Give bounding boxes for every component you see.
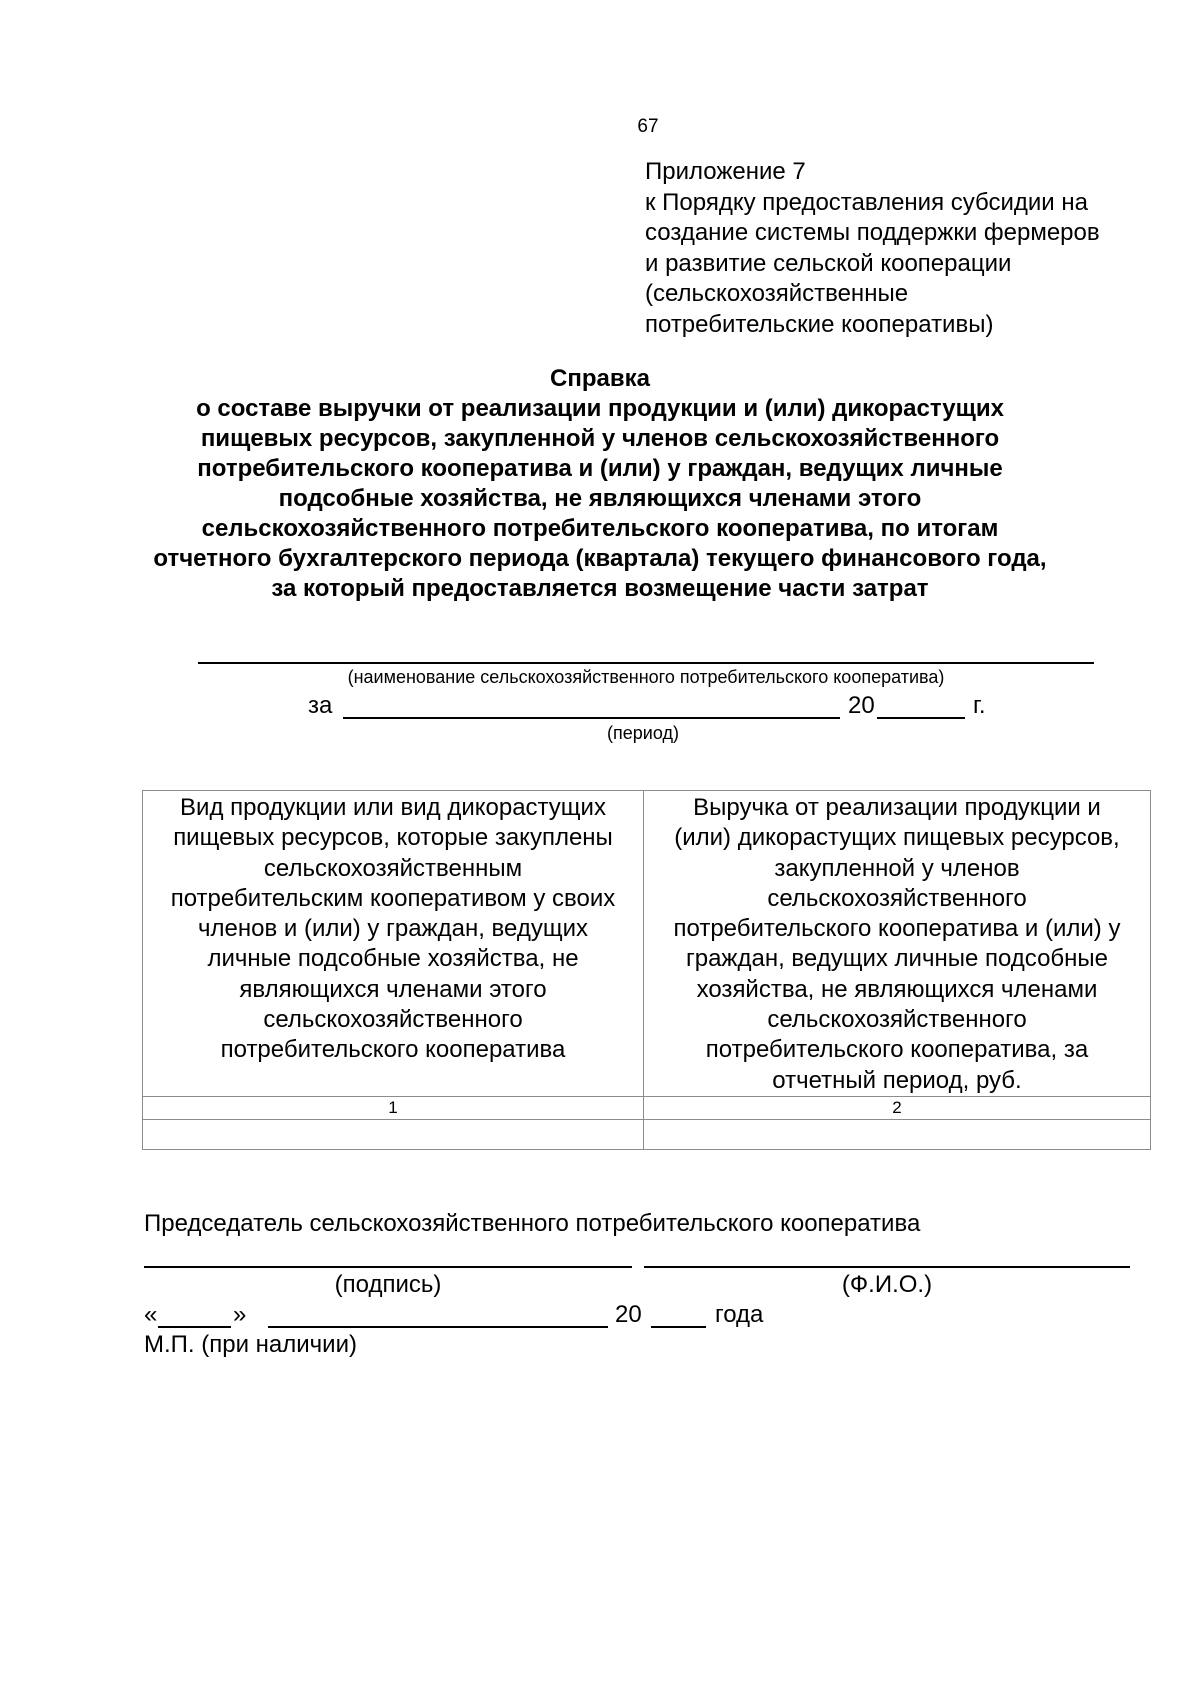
col2-header-line: потребительского кооператива, за [705, 1036, 1089, 1064]
date-open-quote: « [144, 1301, 158, 1328]
col1-header-line: потребительским кооперативом у своих [170, 884, 616, 912]
revenue-table [142, 790, 1151, 1150]
date-month-line[interactable] [268, 1326, 608, 1328]
col1-header-line: личные подсобные хозяйства, не [207, 945, 579, 973]
appendix-line: и развитие сельской кооперации [645, 249, 1012, 277]
period-line[interactable] [343, 717, 840, 719]
date-year-line[interactable] [651, 1326, 706, 1328]
period-year-line[interactable] [877, 717, 965, 719]
name-line[interactable] [644, 1266, 1130, 1268]
document-title [100, 364, 1100, 604]
col2-header-line: граждан, ведущих личные подсобные [685, 945, 1109, 973]
col2-header-line: потребительского кооператива и (или) у [673, 915, 1121, 943]
col1-header-line: сельскохозяйственного [263, 1006, 523, 1034]
period-year-suffix: г. [973, 692, 986, 719]
name-caption: (Ф.И.О.) [841, 1271, 933, 1298]
signature-line[interactable] [144, 1266, 632, 1268]
col2-header [644, 791, 1151, 1097]
title-line: потребительского кооператива и (или) у граждан, ведущих личные [197, 455, 1003, 482]
col1-header-line: членов и (или) у граждан, ведущих [198, 915, 588, 943]
col1-header-line: потребительского кооператива [220, 1036, 566, 1064]
page-number [0, 116, 1200, 138]
title-line: о составе выручки от реализации продукции и (или) дикорастущих [196, 395, 1004, 422]
col1-header-line: сельскохозяйственным [263, 854, 523, 882]
date-day-line[interactable] [158, 1326, 231, 1328]
title-main: Справка [550, 365, 650, 392]
table-cell-col1[interactable] [143, 1119, 644, 1149]
col2-header-line: хозяйства, не являющихся членами [696, 975, 1098, 1003]
col2-header-line: Выручка от реализации продукции и [693, 794, 1101, 821]
col1-number: 1 [143, 1096, 644, 1119]
date-close-quote: » [233, 1301, 247, 1328]
signature-caption: (подпись) [334, 1271, 442, 1298]
date-year-suffix: года [715, 1301, 764, 1328]
table-row [143, 1119, 1151, 1149]
appendix-line: Приложение 7 [645, 158, 806, 185]
title-line: пищевых ресурсов, закупленной у членов сельскохозяйственного [200, 425, 1000, 452]
col2-header-line: (или) дикорастущих пищевых ресурсов, [674, 824, 1120, 852]
period-caption: (период) [607, 723, 679, 743]
col2-header-line: закупленной у членов [774, 854, 1020, 882]
col2-header-line: отчетный период, руб. [772, 1066, 1022, 1094]
appendix-line: создание системы поддержки фермеров [645, 219, 1100, 246]
col2-header-line: сельскохозяйственного [767, 1006, 1027, 1034]
period-year-prefix: 20 [848, 692, 875, 719]
col2-number: 2 [644, 1096, 1151, 1119]
appendix-line: потребительские кооперативы) [645, 310, 994, 338]
title-line: сельскохозяйственного потребительского кооператива, по итогам [201, 515, 999, 542]
col1-header-line: являющихся членами этого [239, 975, 547, 1003]
title-line: подсобные хозяйства, не являющихся членами этого [278, 485, 922, 512]
table-header-row [143, 791, 1151, 1097]
table-number-row [143, 1096, 1151, 1119]
col1-header-line: Вид продукции или вид дикорастущих [180, 794, 606, 821]
col1-header-line: пищевых ресурсов, которые закуплены [173, 824, 613, 852]
period-prefix: за [308, 692, 333, 719]
org-name-line[interactable] [198, 662, 1094, 664]
title-line: за который предоставляется возмещение части затрат [271, 575, 929, 602]
table-cell-col2[interactable] [644, 1119, 1151, 1149]
date-year-prefix: 20 [615, 1301, 642, 1328]
appendix-line: (сельскохозяйственные [645, 280, 909, 307]
col1-header [143, 791, 644, 1097]
title-line: отчетного бухгалтерского периода (квартала) текущего финансового года, [153, 545, 1047, 572]
col2-header-line: сельскохозяйственного [767, 884, 1027, 912]
page-number-text: 67 [637, 116, 659, 137]
appendix-line: к Порядку предоставления субсидии на [645, 188, 1088, 216]
stamp-label: М.П. (при наличии) [144, 1331, 357, 1358]
org-name-caption: (наименование сельскохозяйственного потребительского кооператива) [347, 667, 945, 687]
appendix-header [645, 157, 1100, 340]
chairman-label: Председатель сельскохозяйственного потребительского кооператива [144, 1210, 921, 1237]
